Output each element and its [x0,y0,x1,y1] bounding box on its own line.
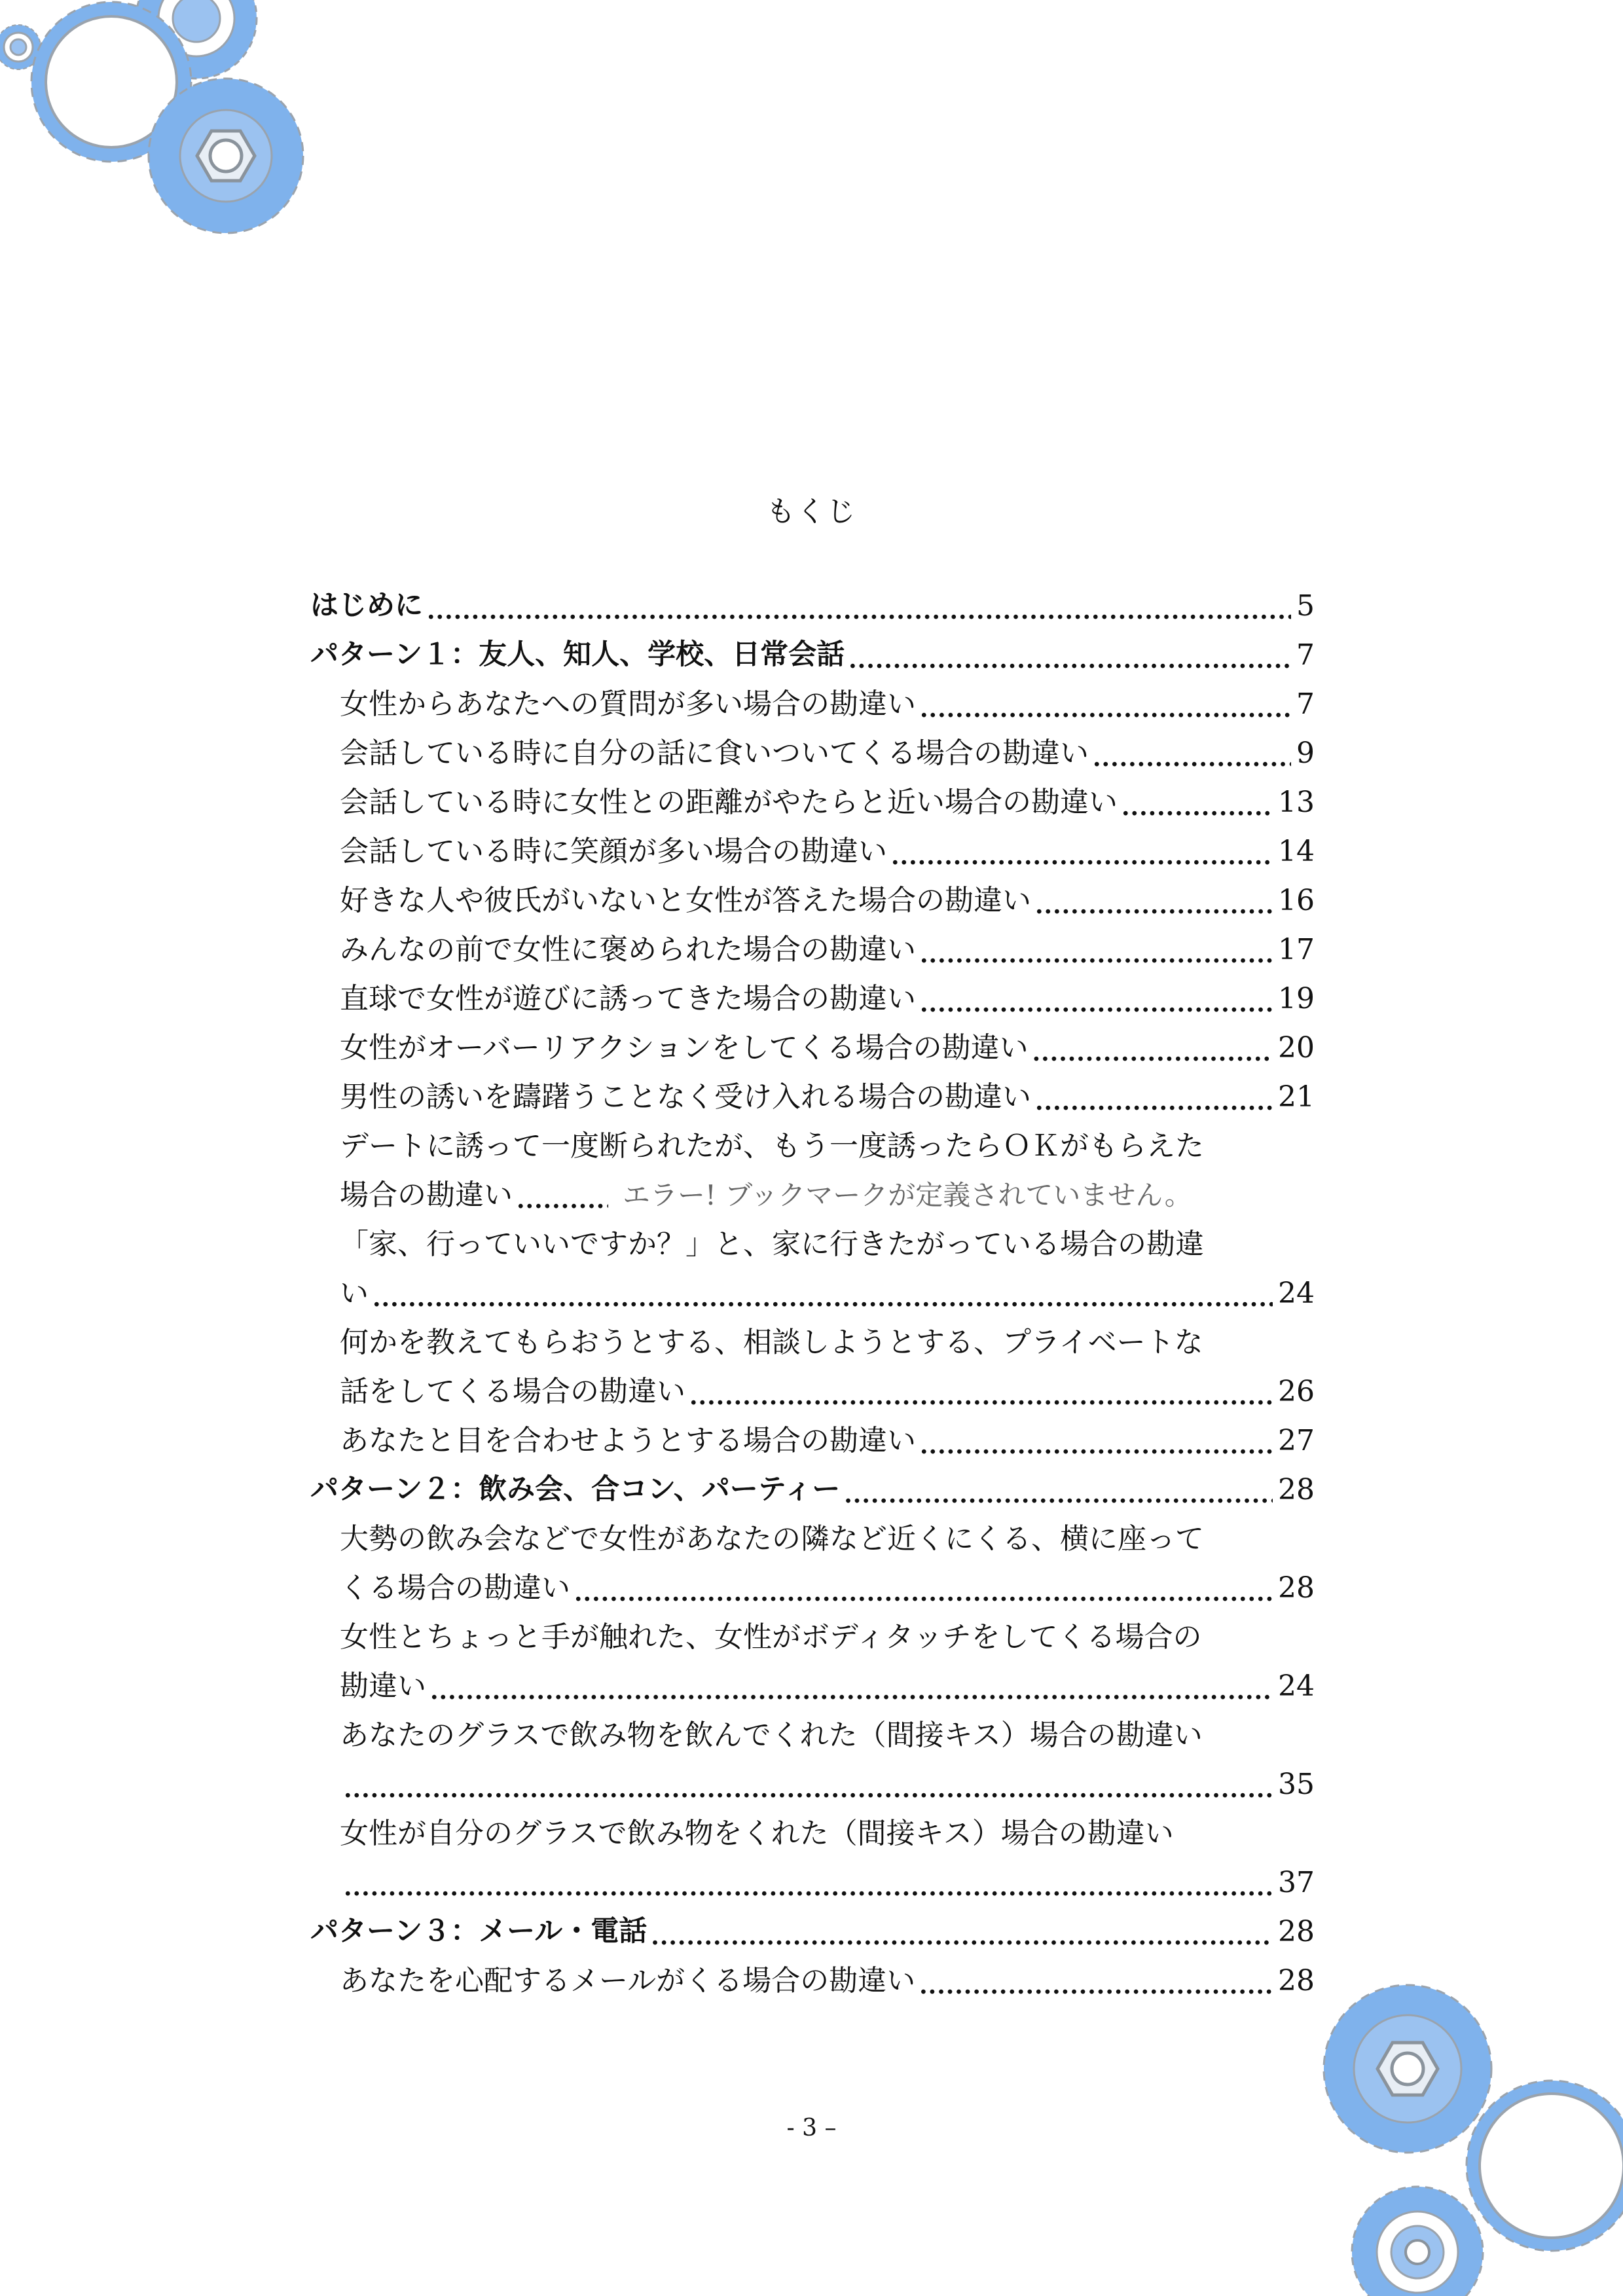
toc-entry-text: パターン１：友人、知人、学校、日常会話 [310,638,845,671]
toc-entry-line1[interactable] [310,1318,1315,1367]
toc-entry-line2[interactable] [310,1269,1315,1318]
toc-entry-line1[interactable] [310,1514,1315,1563]
toc-entry-text: みんなの前で女性に褒められた場合の勘違い [340,933,916,966]
toc-entry-page: 19 [1278,982,1315,1015]
toc-entry-line1[interactable] [310,1613,1315,1662]
toc-entry-text: あなたと目を合わせようとする場合の勘違い [340,1424,916,1457]
toc-entry-text: あなたのグラスで飲み物を飲んでくれた（間接キス）場合の勘違い [340,1719,1203,1752]
toc-entry[interactable] [310,1072,1315,1121]
leader-dots [1032,1023,1273,1072]
toc-entry-text: 大勢の飲み会などで女性があなたの隣など近くにくる、横に座って [340,1522,1204,1556]
leader-dots [1035,1072,1273,1121]
gear-icon [1352,2187,1483,2296]
toc-entry-text: デートに誘って一度断られたが、もう一度誘ったらＯＫがもらえた [340,1129,1204,1163]
gear-decoration-top-left [0,0,314,236]
toc-entry[interactable] [310,778,1315,827]
toc-entry-text: くる場合の勘違い [340,1571,570,1605]
toc-entry-text: 話をしてくる場合の勘違い [340,1375,685,1408]
toc-entry-text: 男性の誘いを躊躇うことなく受け入れる場合の勘違い [340,1080,1031,1114]
toc-entry-text: 場合の勘違い [340,1178,513,1212]
leader-dots [651,1907,1273,1956]
toc-entry-text: 勘違い [340,1669,426,1703]
toc-entry[interactable] [310,729,1315,778]
toc-entry-text: 直球で女性が遊びに誘ってきた場合の勘違い [340,982,916,1015]
toc-entry-text: あなたを心配するメールがくる場合の勘違い [340,1964,916,1997]
toc-entry-page: 27 [1278,1424,1315,1457]
toc-entry-line2[interactable] [310,1563,1315,1613]
toc-entry-text: 女性からあなたへの質問が多い場合の勘違い [340,687,916,721]
leader-dots [373,1269,1273,1318]
toc-entry-line1[interactable] [310,1220,1315,1269]
leader-dots [344,1858,1273,1907]
toc-entry[interactable] [310,630,1315,680]
toc-entry-page: 28 [1278,1571,1315,1605]
bookmark-error: エラー! ブックマークが定義されていません。 [623,1179,1192,1211]
gear-icon [149,79,303,233]
toc-entry-line2[interactable] [310,1760,1315,1809]
toc-title: もくじ [766,495,857,528]
toc-entry-page: 35 [1278,1768,1315,1801]
toc-entry-page: 7 [1296,687,1315,721]
toc-entry-page: 28 [1278,1915,1315,1948]
toc-entry-text: パターン３：メール・電話 [310,1915,647,1948]
leader-dots [848,630,1291,680]
toc-entry-page: 21 [1278,1080,1315,1114]
toc-entry-page: 7 [1296,638,1315,672]
leader-dots [427,581,1291,630]
toc-entry-text: 女性がオーバーリアクションをしてくる場合の勘違い [340,1031,1029,1065]
toc-entry-page: 28 [1278,1964,1315,1997]
toc-entry-line1[interactable] [310,1809,1315,1858]
leader-dots [920,1416,1273,1465]
toc-entry[interactable] [310,827,1315,876]
gear-icon [1467,2081,1623,2251]
toc-entry[interactable] [310,581,1315,630]
toc-entry[interactable] [310,680,1315,729]
toc-entry-page: 37 [1278,1866,1315,1899]
toc-entry[interactable] [310,876,1315,925]
leader-dots [920,974,1273,1023]
toc-entry-page: 28 [1278,1473,1315,1506]
toc-entry-line2[interactable] [310,1662,1315,1711]
leader-dots [844,1465,1273,1514]
toc-entry-line1[interactable] [310,1711,1315,1760]
leader-dots [1122,778,1273,827]
toc-entry[interactable] [310,974,1315,1023]
leader-dots [517,1171,608,1220]
toc-entry-text: パターン２：飲み会、合コン、パーティー [310,1473,841,1506]
toc-entry-page: 17 [1278,933,1315,966]
toc-entry[interactable] [310,1023,1315,1072]
toc-entry-text: 女性とちょっと手が触れた、女性がボディタッチをしてくる場合の [340,1620,1202,1654]
leader-dots [689,1367,1273,1416]
toc-entry-page: 20 [1278,1031,1315,1065]
leader-dots [920,680,1291,729]
toc-entry-text: はじめに [310,589,423,622]
toc-entry-line2[interactable] [310,1367,1315,1416]
toc-entry-page: 24 [1278,1277,1315,1310]
toc-entry-page: 16 [1278,884,1315,917]
toc-entry[interactable] [310,1465,1315,1514]
toc-entry[interactable] [310,1416,1315,1465]
leader-dots [430,1662,1273,1711]
toc-entry-page: 26 [1278,1375,1315,1408]
toc-entry-page: 9 [1296,737,1315,770]
toc-entry[interactable] [310,1907,1315,1956]
toc-entry-page: 14 [1278,835,1315,868]
toc-entry-text: 会話している時に笑顔が多い場合の勘違い [340,835,887,868]
leader-dots [574,1563,1273,1613]
leader-dots [1035,876,1273,925]
leader-dots [891,827,1273,876]
toc-entry-page: 5 [1296,589,1315,623]
page-number: - 3 – [786,2115,837,2141]
toc-entry-text: 何かを教えてもらおうとする、相談しようとする、プライベートな [340,1326,1203,1359]
leader-dots [919,1956,1273,2005]
toc-entry[interactable] [310,1956,1315,2005]
toc-entry-text: 好きな人や彼氏がいないと女性が答えた場合の勘違い [340,884,1031,917]
toc-entry-line1[interactable] [310,1121,1315,1171]
toc-entry-text: い [340,1277,369,1310]
toc-entry-text: 会話している時に女性との距離がやたらと近い場合の勘違い [340,786,1118,819]
toc-entry[interactable] [310,925,1315,974]
leader-dots [920,925,1273,974]
toc-entry-text: 「家、行っていいですか？」と、家に行きたがっている場合の勘違 [340,1228,1204,1261]
toc-entry-text: 会話している時に自分の話に食いついてくる場合の勘違い [340,737,1089,770]
toc-entry-line2[interactable] [310,1858,1315,1907]
leader-dots [1093,729,1291,778]
toc-entry-line2[interactable] [310,1171,1315,1220]
table-of-contents [310,581,1315,2005]
toc-entry-text: 女性が自分のグラスで飲み物をくれた（間接キス）場合の勘違い [340,1817,1174,1850]
toc-entry-page: 13 [1278,786,1315,819]
leader-dots [344,1760,1273,1809]
toc-entry-page: 24 [1278,1669,1315,1703]
